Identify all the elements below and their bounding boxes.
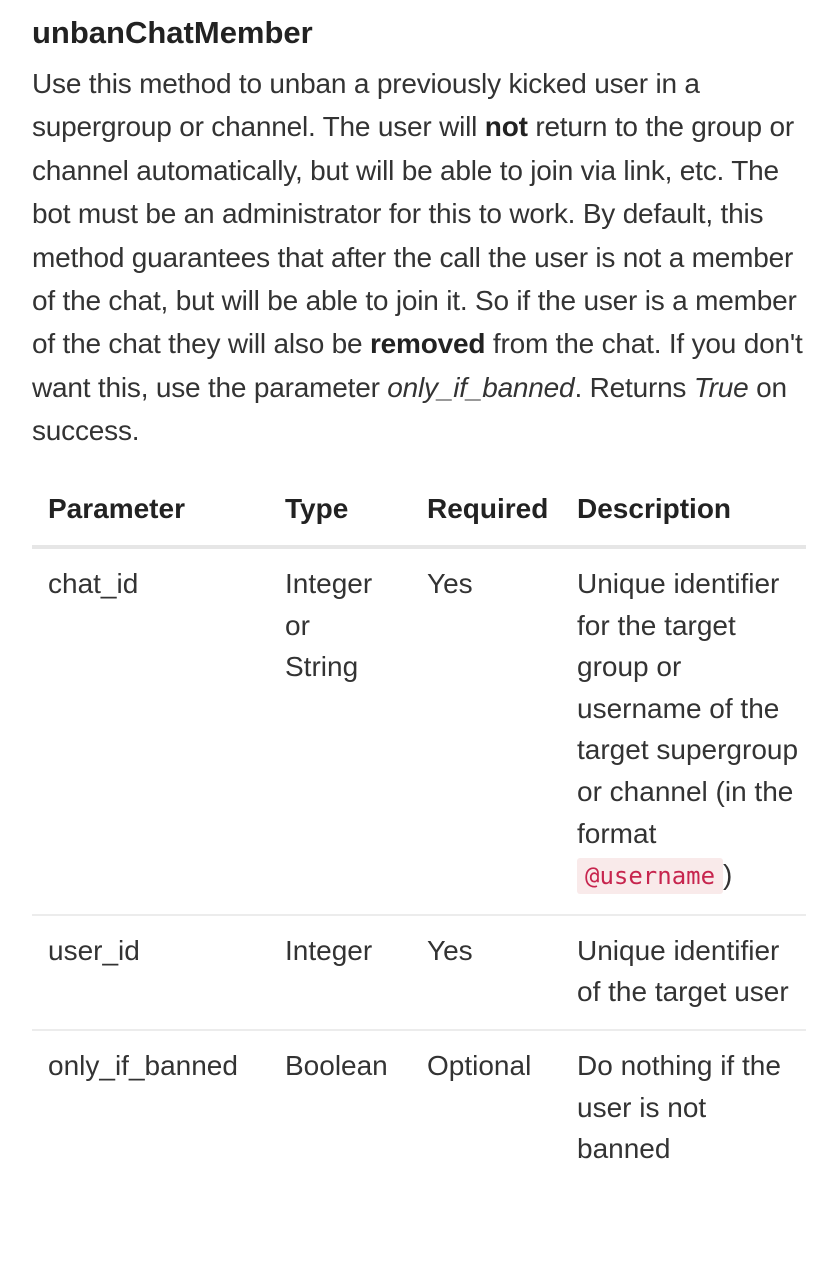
cell-required: Yes: [411, 547, 561, 915]
cell-parameter: user_id: [32, 915, 269, 1030]
type-line: String: [285, 651, 359, 683]
inline-code: @username: [577, 858, 723, 894]
method-description: [32, 62, 806, 453]
table-row: [32, 547, 806, 915]
description-text: return to the group or channel automatically, but will be able to join via link, etc. The bot must be an administrator for this to work. By default, this method guarantees that after the call the user is not a member of the chat, but will be able to join it. So if the user is a member of the chat they will also be: [32, 111, 797, 360]
cell-type: Integer: [269, 915, 411, 1030]
description-text: Use this method to unban a previously kicked user in a supergroup or channel. The user will: [32, 68, 700, 143]
table-header-row: [32, 486, 806, 547]
header-parameter: Parameter: [32, 486, 269, 547]
header-required: Required: [411, 486, 561, 547]
cell-parameter: only_if_banned: [48, 1049, 238, 1081]
description-bold-not: not: [484, 111, 528, 143]
cell-parameter: chat_id: [32, 547, 269, 915]
table-row: [32, 1030, 806, 1186]
description-text: ): [723, 859, 733, 891]
description-text: on success.: [32, 371, 787, 447]
description-text: . Returns: [574, 371, 694, 403]
cell-type: Boolean: [285, 1049, 388, 1081]
parameters-table: [32, 486, 806, 1186]
cell-type: [269, 547, 411, 915]
cell-required: Optional: [427, 1049, 532, 1081]
cell-description: Unique identifier of the target user: [561, 915, 806, 1030]
table-row: [32, 915, 806, 1030]
description-bold-removed: removed: [369, 328, 486, 360]
header-type: Type: [269, 486, 411, 547]
cell-description: [561, 547, 806, 915]
type-line: or: [285, 609, 310, 641]
method-doc: [32, 0, 806, 453]
header-description: Description: [561, 486, 806, 547]
cell-required: Yes: [411, 915, 561, 1030]
cell-description: Do nothing if the user is not banned: [577, 1049, 781, 1165]
description-return-value: True: [693, 371, 749, 403]
description-text: Unique identifier for the target group or username of the target supergroup or channel (in the format: [577, 568, 799, 849]
type-line: Integer: [285, 568, 373, 599]
method-title: unbanChatMember: [32, 15, 313, 50]
description-text: from the chat. If you don't want this, use the parameter: [32, 328, 803, 403]
description-param-name: only_if_banned: [387, 371, 575, 403]
